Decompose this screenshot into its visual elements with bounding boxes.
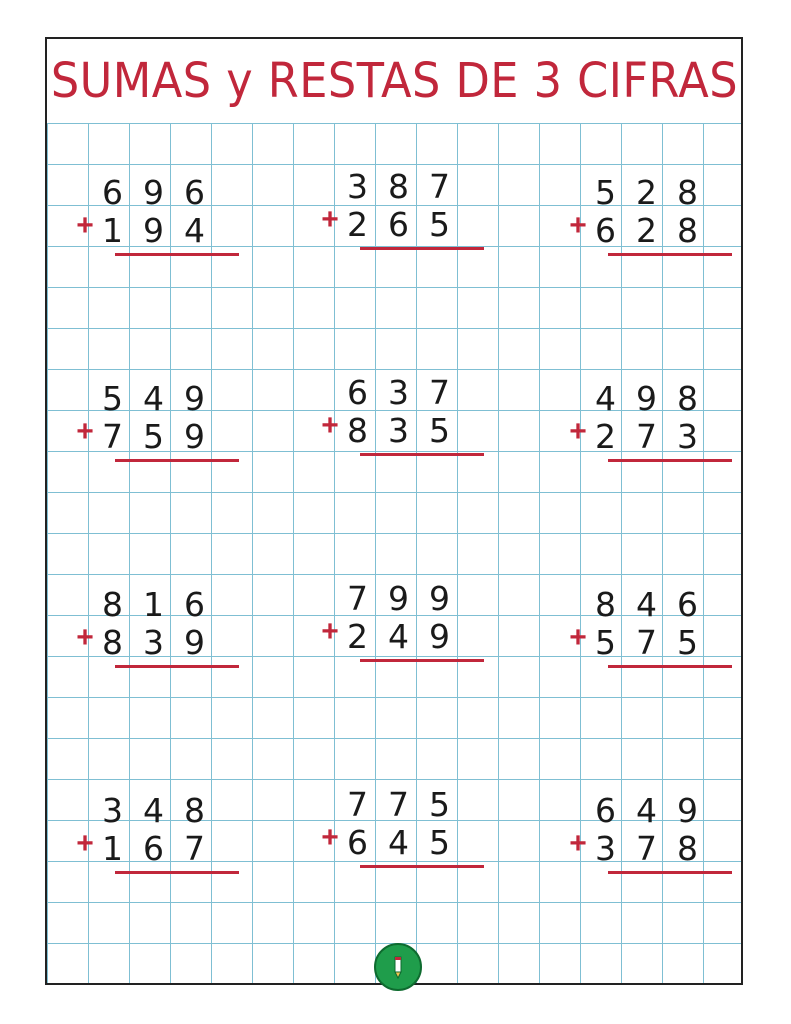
digit: 9 (184, 379, 205, 418)
digit: 5 (677, 623, 698, 662)
sum-underline (608, 459, 732, 462)
top-number (92, 791, 215, 830)
digit: 9 (429, 617, 450, 656)
digit: 5 (429, 823, 450, 862)
plus-sign: + (569, 209, 587, 242)
digit: 3 (347, 167, 368, 206)
digit: 5 (429, 205, 450, 244)
digit: 6 (347, 823, 368, 862)
top-number (337, 579, 460, 618)
digit: 2 (636, 211, 657, 250)
top-number (337, 373, 460, 412)
digit: 5 (143, 417, 164, 456)
digit: 5 (429, 785, 450, 824)
addition-problem (568, 379, 708, 469)
top-number (337, 785, 460, 824)
digit: 4 (184, 211, 205, 250)
digit: 9 (429, 579, 450, 618)
addition-problem (320, 579, 460, 669)
digit: 7 (347, 579, 368, 618)
top-number (585, 173, 708, 212)
plus-sign: + (321, 203, 339, 236)
digit: 8 (595, 585, 616, 624)
digit: 4 (388, 823, 409, 862)
bottom-number (92, 623, 215, 662)
digit: 7 (429, 373, 450, 412)
sum-underline (360, 247, 484, 250)
digit: 6 (347, 373, 368, 412)
worksheet (45, 37, 743, 985)
addition-problem (568, 585, 708, 675)
digit: 6 (102, 173, 123, 212)
digit: 2 (347, 617, 368, 656)
top-number (92, 585, 215, 624)
sum-underline (115, 253, 239, 256)
top-number (92, 379, 215, 418)
top-number (585, 791, 708, 830)
sum-underline (115, 665, 239, 668)
sum-underline (608, 665, 732, 668)
digit: 1 (143, 585, 164, 624)
addition-problem (75, 173, 215, 263)
bottom-number (585, 829, 708, 868)
digit: 8 (347, 411, 368, 450)
sum-underline (608, 253, 732, 256)
plus-sign: + (76, 209, 94, 242)
digit: 7 (636, 623, 657, 662)
digit: 7 (388, 785, 409, 824)
digit: 8 (677, 211, 698, 250)
digit: 8 (102, 585, 123, 624)
digit: 8 (677, 829, 698, 868)
sum-underline (360, 659, 484, 662)
digit: 6 (184, 585, 205, 624)
plus-sign: + (321, 615, 339, 648)
digit: 6 (595, 791, 616, 830)
page-title: SUMAS y RESTAS DE 3 CIFRAS (50, 53, 738, 109)
digit: 4 (143, 379, 164, 418)
plus-sign: + (76, 621, 94, 654)
top-number (585, 379, 708, 418)
digit: 7 (102, 417, 123, 456)
digit: 4 (636, 585, 657, 624)
bottom-number (337, 617, 460, 656)
bottom-number (585, 211, 708, 250)
bottom-number (92, 829, 215, 868)
bottom-number (585, 623, 708, 662)
digit: 9 (388, 579, 409, 618)
digit: 6 (184, 173, 205, 212)
addition-problem (568, 791, 708, 881)
digit: 7 (636, 417, 657, 456)
digit: 9 (184, 623, 205, 662)
sum-underline (115, 871, 239, 874)
digit: 6 (143, 829, 164, 868)
sum-underline (360, 865, 484, 868)
digit: 7 (429, 167, 450, 206)
top-number (92, 173, 215, 212)
addition-problem (320, 785, 460, 875)
digit: 5 (102, 379, 123, 418)
digit: 3 (102, 791, 123, 830)
plus-sign: + (569, 827, 587, 860)
digit: 3 (595, 829, 616, 868)
digit: 6 (595, 211, 616, 250)
addition-problem (75, 585, 215, 675)
plus-sign: + (321, 821, 339, 854)
title-band (47, 39, 741, 125)
digit: 4 (636, 791, 657, 830)
digit: 9 (143, 173, 164, 212)
pencil-icon (385, 954, 411, 980)
sum-underline (608, 871, 732, 874)
plus-sign: + (569, 621, 587, 654)
top-number (337, 167, 460, 206)
digit: 4 (143, 791, 164, 830)
plus-sign: + (76, 415, 94, 448)
bottom-number (92, 417, 215, 456)
addition-problem (320, 373, 460, 463)
addition-problem (75, 791, 215, 881)
bottom-number (337, 823, 460, 862)
addition-problem (320, 167, 460, 257)
sum-underline (115, 459, 239, 462)
digit: 8 (388, 167, 409, 206)
digit: 4 (595, 379, 616, 418)
digit: 3 (388, 411, 409, 450)
digit: 6 (388, 205, 409, 244)
digit: 9 (184, 417, 205, 456)
digit: 2 (636, 173, 657, 212)
pencil-logo-icon (374, 943, 422, 991)
digit: 8 (184, 791, 205, 830)
plus-sign: + (321, 409, 339, 442)
digit: 7 (636, 829, 657, 868)
bottom-number (92, 211, 215, 250)
digit: 8 (677, 379, 698, 418)
digit: 9 (636, 379, 657, 418)
digit: 3 (388, 373, 409, 412)
digit: 9 (677, 791, 698, 830)
addition-problem (568, 173, 708, 263)
digit: 1 (102, 829, 123, 868)
bottom-number (337, 205, 460, 244)
digit: 5 (595, 173, 616, 212)
top-number (585, 585, 708, 624)
plus-sign: + (76, 827, 94, 860)
digit: 8 (677, 173, 698, 212)
addition-problem (75, 379, 215, 469)
bottom-number (585, 417, 708, 456)
sum-underline (360, 453, 484, 456)
digit: 2 (595, 417, 616, 456)
digit: 1 (102, 211, 123, 250)
digit: 7 (184, 829, 205, 868)
digit: 8 (102, 623, 123, 662)
digit: 3 (677, 417, 698, 456)
digit: 6 (677, 585, 698, 624)
digit: 3 (143, 623, 164, 662)
digit: 7 (347, 785, 368, 824)
plus-sign: + (569, 415, 587, 448)
digit: 9 (143, 211, 164, 250)
digit: 5 (429, 411, 450, 450)
digit: 4 (388, 617, 409, 656)
digit: 2 (347, 205, 368, 244)
bottom-number (337, 411, 460, 450)
digit: 5 (595, 623, 616, 662)
